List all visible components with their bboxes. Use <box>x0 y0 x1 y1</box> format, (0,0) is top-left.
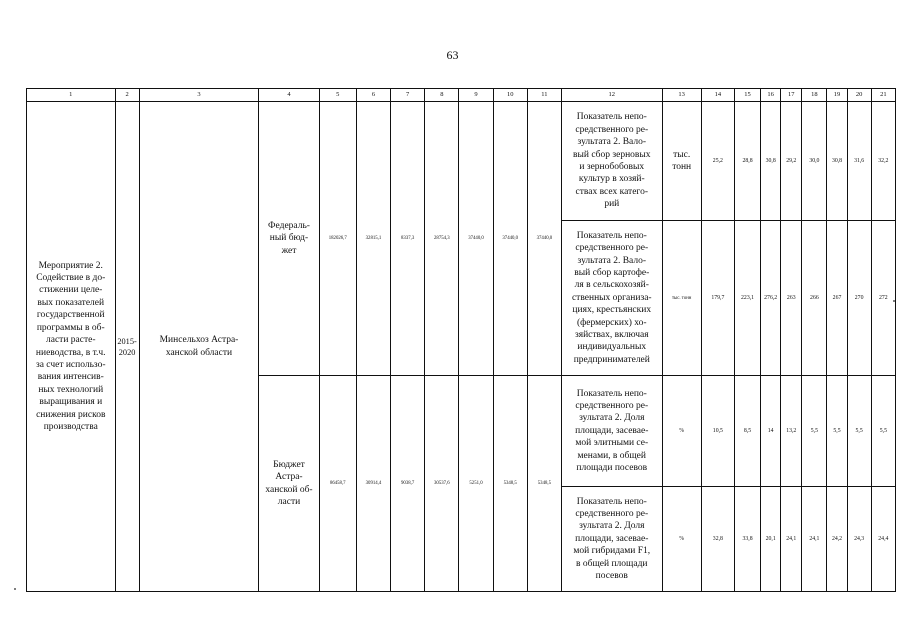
indicator-value-cell: 272 <box>871 221 895 376</box>
amount-cell: 32815,1 <box>356 102 390 376</box>
indicator-value-cell: 24,1 <box>802 487 827 592</box>
amount-total-cell: 182026,7 <box>319 102 356 376</box>
amount-cell: 37440,0 <box>459 102 493 376</box>
amount-cell: 28754,3 <box>425 102 459 376</box>
column-number: 10 <box>493 89 527 102</box>
indicator-value-cell: 267 <box>827 221 847 376</box>
indicator-value-cell: 30,8 <box>827 102 847 221</box>
column-number: 5 <box>319 89 356 102</box>
indicator-value-cell: 20,1 <box>761 487 781 592</box>
amount-cell: 5348,5 <box>527 376 561 592</box>
period-cell: 2015- 2020 <box>115 102 139 592</box>
indicator-value-cell: 31,6 <box>847 102 871 221</box>
amount-cell: 30914,4 <box>356 376 390 592</box>
indicator-value-cell: 30,8 <box>761 102 781 221</box>
column-number: 17 <box>781 89 802 102</box>
indicator-value-cell: 8,5 <box>734 376 760 487</box>
indicator-value-cell: 25,2 <box>701 102 734 221</box>
indicator-value-cell: 24,3 <box>847 487 871 592</box>
column-number: 19 <box>827 89 847 102</box>
column-number: 21 <box>871 89 895 102</box>
indicator-value-cell: 5,5 <box>871 376 895 487</box>
column-number: 15 <box>734 89 760 102</box>
amount-cell: 9038,7 <box>391 376 425 592</box>
indicator-value-cell: 266 <box>802 221 827 376</box>
page-number: 63 <box>446 48 459 62</box>
unit-cell: % <box>662 487 701 592</box>
indicator-value-cell: 30,0 <box>802 102 827 221</box>
indicator-value-cell: 10,5 <box>701 376 734 487</box>
funding-source-cell: Бюджет Астра- ханской об- ласти <box>259 376 319 592</box>
amount-cell: 37440,0 <box>493 102 527 376</box>
unit-cell: тыс. тонн <box>662 102 701 221</box>
indicator-value-cell: 32,2 <box>871 102 895 221</box>
column-number: 12 <box>561 89 662 102</box>
column-number-row <box>27 89 896 102</box>
column-number: 16 <box>761 89 781 102</box>
column-number: 13 <box>662 89 701 102</box>
executor-cell: Минсельхоз Астра- ханской области <box>139 102 259 592</box>
column-number: 8 <box>425 89 459 102</box>
unit-cell: тыс. тонн <box>662 221 701 376</box>
unit-cell: % <box>662 376 701 487</box>
funding-source-cell: Федераль- ный бюд- жет <box>259 102 319 376</box>
indicator-value-cell: 276,2 <box>761 221 781 376</box>
indicator-value-cell: 24,1 <box>781 487 802 592</box>
column-number: 11 <box>527 89 561 102</box>
amount-cell: 8337,3 <box>391 102 425 376</box>
column-number: 18 <box>802 89 827 102</box>
column-number: 1 <box>27 89 116 102</box>
indicator-value-cell: 33,8 <box>734 487 760 592</box>
table-row <box>27 102 896 221</box>
column-number: 20 <box>847 89 871 102</box>
amount-cell: 37440,0 <box>527 102 561 376</box>
indicator-text-cell: Показатель непо- средственного ре- зультата 2. Доля площади, засевае- мой элитными се- менами, в общей площади посевов <box>561 376 662 487</box>
indicator-value-cell: 32,8 <box>701 487 734 592</box>
scan-dot <box>893 300 895 302</box>
indicator-text-cell: Показатель непо- средственного ре- зультата 2. Доля площади, засевае- мой гибридами F1, в общей площади посевов <box>561 487 662 592</box>
amount-cell: 30537,6 <box>425 376 459 592</box>
activity-name-cell: Мероприятие 2. Содействие в до- стижении целе- вых показателей государственной программы в об- ласти расте- ниеводства, в т.ч. за счет использо- вания интенсив- ных технологий выращивания и снижения рисков производства <box>27 102 116 592</box>
indicator-value-cell: 13,2 <box>781 376 802 487</box>
indicator-value-cell: 5,5 <box>827 376 847 487</box>
amount-total-cell: 86458,7 <box>319 376 356 592</box>
indicator-value-cell: 5,5 <box>802 376 827 487</box>
column-number: 7 <box>391 89 425 102</box>
indicator-value-cell: 179,7 <box>701 221 734 376</box>
column-number: 3 <box>139 89 259 102</box>
indicator-value-cell: 24,4 <box>871 487 895 592</box>
indicator-value-cell: 5,5 <box>847 376 871 487</box>
indicator-value-cell: 263 <box>781 221 802 376</box>
indicator-value-cell: 14 <box>761 376 781 487</box>
amount-cell: 5251,0 <box>459 376 493 592</box>
column-number: 4 <box>259 89 319 102</box>
indicator-value-cell: 24,2 <box>827 487 847 592</box>
indicator-value-cell: 223,1 <box>734 221 760 376</box>
column-number: 2 <box>115 89 139 102</box>
indicator-text-cell: Показатель непо- средственного ре- зультата 2. Вало- вый сбор картофе- ля в сельскохозяй- ственных организа- циях, крестьянских (фермерских) хо- зяйствах, включая индивидуальных предпринимателей <box>561 221 662 376</box>
column-number: 9 <box>459 89 493 102</box>
scan-dot <box>14 588 16 590</box>
indicator-value-cell: 28,8 <box>734 102 760 221</box>
column-number: 14 <box>701 89 734 102</box>
indicator-value-cell: 29,2 <box>781 102 802 221</box>
column-number: 6 <box>356 89 390 102</box>
program-table <box>26 88 896 592</box>
indicator-value-cell: 270 <box>847 221 871 376</box>
amount-cell: 5348,5 <box>493 376 527 592</box>
indicator-text-cell: Показатель непо- средственного ре- зультата 2. Вало- вый сбор зерновых и зернобобовых культур в хозяй- ствах всех катего- рий <box>561 102 662 221</box>
